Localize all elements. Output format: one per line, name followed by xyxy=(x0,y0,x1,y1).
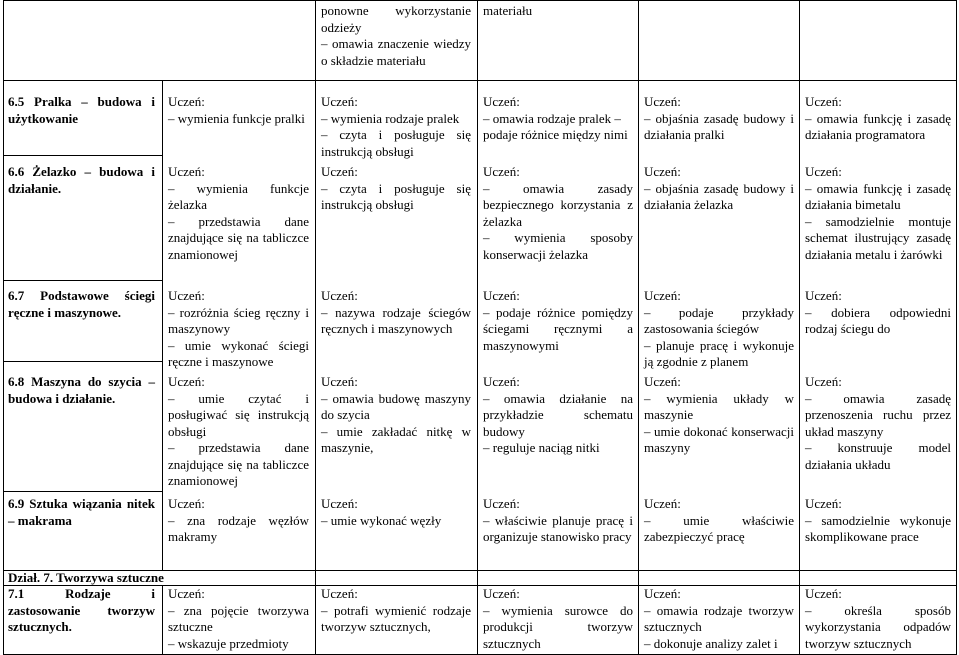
requirement-cell: Uczeń: – omawia funkcję i zasadę działania programatora xyxy=(805,94,951,142)
requirement-cell: Uczeń: – czyta i posługuje się instrukcją obsługi xyxy=(321,164,471,212)
requirement-cell: Uczeń: – samodzielnie wykonuje skomplikowane prace xyxy=(805,496,951,544)
requirement-cell: Uczeń: – zna rodzaje węzłów makramy xyxy=(168,496,309,544)
continued-cell: materiału xyxy=(483,3,533,18)
requirement-cell: Uczeń: – omawia działanie na przykładzie schematu budowy – reguluje naciąg nitki xyxy=(483,374,633,455)
requirement-cell: Uczeń: – właściwie planuje pracę i organizuje stanowisko pracy xyxy=(483,496,633,544)
requirement-cell: Uczeń: – omawia rodzaje tworzyw sztucznych – dokonuje analizy zalet i xyxy=(644,586,794,651)
requirement-cell: Uczeń: – zna pojęcie tworzywa sztuczne – wskazuje przedmioty xyxy=(168,586,309,651)
requirement-cell: Uczeń: – wymienia funkcje pralki xyxy=(168,94,305,126)
col-divider xyxy=(477,0,478,655)
topic-cell: 6.7 Podstawowe ściegi ręczne i maszynowe. xyxy=(8,288,155,320)
row-divider xyxy=(3,0,957,1)
requirement-cell: Uczeń: – wymienia układy w maszynie – umie dokonać konserwacji maszyny xyxy=(644,374,794,455)
col-divider xyxy=(162,585,163,655)
col-divider xyxy=(799,0,800,655)
continued-cell: ponowne wykorzystanie odzieży – omawia znaczenie wiedzy o składzie materiału xyxy=(321,3,471,68)
requirement-cell: Uczeń: – wymienia funkcje żelazka – przedstawia dane znajdujące się na tabliczce znamionowej xyxy=(168,164,309,262)
row-divider xyxy=(3,280,163,281)
requirement-cell: Uczeń: – podaje przykłady zastosowania ściegów – planuje pracę i wykonuje ją zgodnie z planem xyxy=(644,288,794,369)
requirement-cell: Uczeń: – podaje różnice pomiędzy ściegami ręcznymi a maszynowymi xyxy=(483,288,633,353)
requirement-cell: Uczeń: – omawia zasady bezpiecznego korzystania z żelazka – wymienia sposoby konserwacji żelazka xyxy=(483,164,633,262)
table-border-right xyxy=(956,0,957,655)
requirement-cell: Uczeń: – wymienia surowce do produkcji tworzyw sztucznych xyxy=(483,586,633,651)
requirement-cell: Uczeń: – omawia budowę maszyny do szycia – umie zakładać nitkę w maszynie, xyxy=(321,374,471,455)
topic-cell: 6.5 Pralka – budowa i użytkowanie xyxy=(8,94,155,126)
requirement-cell: Uczeń: – omawia zasadę przenoszenia ruchu przez układ maszyny – konstruuje model działania układu xyxy=(805,374,951,472)
requirement-cell: Uczeń: – umie wykonać węzły xyxy=(321,496,442,528)
topic-cell: 6.8 Maszyna do szycia – budowa i działanie. xyxy=(8,374,155,406)
requirement-cell: Uczeń: – rozróżnia ścieg ręczny i maszynowy – umie wykonać ściegi ręczne i maszynowe xyxy=(168,288,309,369)
requirement-cell: Uczeń: – objaśnia zasadę budowy i działania żelazka xyxy=(644,164,794,212)
requirement-cell: Uczeń: – wymienia rodzaje pralek – czyta i posługuje się instrukcją obsługi xyxy=(321,94,471,159)
col-divider xyxy=(315,0,316,655)
requirement-cell: Uczeń: – omawia funkcję i zasadę działania bimetalu – samodzielnie montuje schemat ilustrujący zasadę działania metalu i żarówki xyxy=(805,164,951,262)
col-divider xyxy=(162,80,163,571)
topic-cell: 6.6 Żelazko – budowa i działanie. xyxy=(8,164,155,196)
requirement-cell: Uczeń: – umie czytać i posługiwać się instrukcją obsługi – przedstawia dane znajdujące się na tabliczce znamionowej xyxy=(168,374,309,488)
topic-cell: 6.9 Sztuka wiązania nitek – makrama xyxy=(8,496,155,528)
requirement-cell: Uczeń: – potrafi wymienić rodzaje tworzyw sztucznych, xyxy=(321,586,471,634)
row-divider xyxy=(3,361,163,362)
row-divider xyxy=(3,491,163,492)
requirement-cell: Uczeń: – nazywa rodzaje ściegów ręcznych i maszynowych xyxy=(321,288,471,336)
requirement-cell: Uczeń: – dobiera odpowiedni rodzaj ściegu do xyxy=(805,288,951,336)
section-heading: Dział. 7. Tworzywa sztuczne xyxy=(8,570,164,585)
requirement-cell: Uczeń: – umie właściwie zabezpieczyć pracę xyxy=(644,496,794,544)
col-divider xyxy=(638,0,639,655)
requirement-cell: Uczeń: – objaśnia zasadę budowy i działania pralki xyxy=(644,94,794,142)
row-divider xyxy=(3,155,163,156)
row-divider xyxy=(3,80,957,81)
table-border-left xyxy=(3,0,4,655)
topic-cell: 7.1 Rodzaje i zastosowanie tworzyw sztucznych. xyxy=(8,586,155,634)
requirement-cell: Uczeń: – określa sposób wykorzystania odpadów tworzyw sztucznych xyxy=(805,586,951,651)
requirement-cell: Uczeń: – omawia rodzaje pralek – podaje różnice między nimi xyxy=(483,94,628,142)
